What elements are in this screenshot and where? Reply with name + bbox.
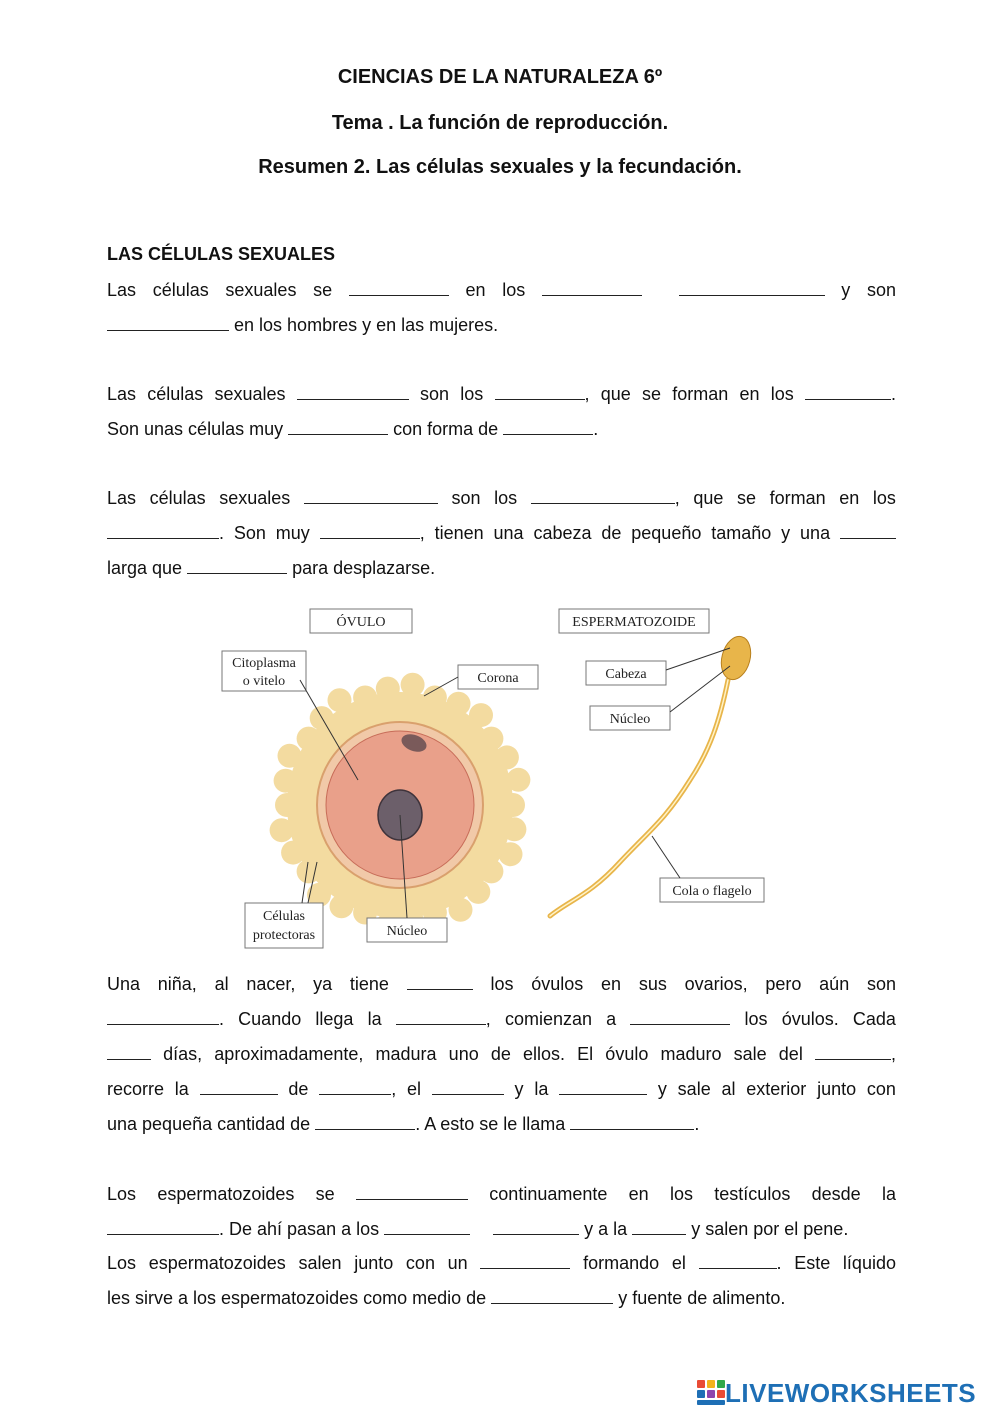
blank-input[interactable] xyxy=(356,1183,468,1200)
blank-input[interactable] xyxy=(315,1113,415,1130)
worksheet-summary: Resumen 2. Las células sexuales y la fecundación. xyxy=(258,156,742,178)
label-nucleo-esperma: Núcleo xyxy=(609,712,651,727)
blank-input[interactable] xyxy=(288,418,388,435)
p4-line4: recorre la de , el y la y sale al exterior junto con xyxy=(107,1079,896,1099)
label-celulas-2: protectoras xyxy=(252,928,316,943)
blank-input[interactable] xyxy=(815,1043,891,1060)
logo-text: LIVEWORKSHEETS xyxy=(725,1377,977,1408)
blank-input[interactable] xyxy=(187,557,287,574)
espermatozoide-title: ESPERMATOZOIDE xyxy=(572,615,696,630)
blank-input[interactable] xyxy=(840,522,896,539)
label-citoplasma-2: o vitelo xyxy=(242,674,286,689)
label-cabeza: Cabeza xyxy=(605,667,647,682)
blank-input[interactable] xyxy=(630,1008,730,1025)
cells-diagram xyxy=(210,600,790,952)
blank-input[interactable] xyxy=(396,1008,486,1025)
p1-line1: Las células sexuales se en los y son xyxy=(107,280,896,300)
blank-input[interactable] xyxy=(107,1043,151,1060)
blank-input[interactable] xyxy=(107,314,229,331)
label-nucleo-ovulo: Núcleo xyxy=(386,924,428,939)
blank-input[interactable] xyxy=(107,1218,219,1235)
blank-input[interactable] xyxy=(349,279,449,296)
label-celulas-1: Células xyxy=(263,909,305,924)
blank-input[interactable] xyxy=(384,1218,470,1235)
p4-line3: días, aproximadamente, madura uno de ellos. El óvulo maduro sale del , xyxy=(107,1043,896,1065)
p4-line5: una pequeña cantidad de . A esto se le llama . xyxy=(107,1114,700,1134)
p4-line1: Una niña, al nacer, ya tiene los óvulos en sus ovarios, pero aún son xyxy=(107,974,896,994)
blank-input[interactable] xyxy=(297,383,409,400)
blank-input[interactable] xyxy=(503,418,593,435)
worksheet-title: CIENCIAS DE LA NATURALEZA 6º xyxy=(337,66,663,88)
blank-input[interactable] xyxy=(493,1218,579,1235)
blank-input[interactable] xyxy=(531,487,675,504)
blank-input[interactable] xyxy=(491,1287,613,1304)
section-title: LAS CÉLULAS SEXUALES xyxy=(107,244,336,264)
blank-input[interactable] xyxy=(320,522,420,539)
blank-input[interactable] xyxy=(200,1078,278,1095)
p5-line4: les sirve a los espermatozoides como medio de y fuente de alimento. xyxy=(107,1288,786,1308)
ovulo-title: ÓVULO xyxy=(336,615,386,630)
label-cola: Cola o flagelo xyxy=(672,884,752,899)
label-citoplasma-1: Citoplasma xyxy=(232,656,296,671)
p5-line2: . De ahí pasan a los y a la y salen por el pene. xyxy=(107,1218,902,1240)
blank-input[interactable] xyxy=(304,487,438,504)
blank-input[interactable] xyxy=(319,1078,391,1095)
p3-line3: larga que para desplazarse. xyxy=(107,558,436,578)
p4-line2: . Cuando llega la , comienzan a los óvulos. Cada xyxy=(107,1008,896,1030)
logo-icon xyxy=(697,1380,725,1406)
blank-input[interactable] xyxy=(407,973,473,990)
p1-line2: en los hombres y en las mujeres. xyxy=(107,314,498,336)
p3-line1: Las células sexuales son los , que se forman en los xyxy=(107,488,896,508)
blank-input[interactable] xyxy=(495,383,585,400)
blank-input[interactable] xyxy=(480,1252,570,1269)
p3-line2: . Son muy , tienen una cabeza de pequeño tamaño y una xyxy=(107,522,896,544)
blank-input[interactable] xyxy=(632,1218,686,1235)
p2-line1: Las células sexuales son los , que se forman en los . xyxy=(107,384,896,404)
sperm-head xyxy=(717,633,755,683)
blank-input[interactable] xyxy=(570,1113,694,1130)
blank-input[interactable] xyxy=(805,383,891,400)
blank-input[interactable] xyxy=(542,279,642,296)
label-corona: Corona xyxy=(477,671,519,686)
blank-input[interactable] xyxy=(679,279,825,296)
blank-input[interactable] xyxy=(559,1078,647,1095)
p5-line3: Los espermatozoides salen junto con un formando el . Este líquido xyxy=(107,1253,896,1273)
blank-input[interactable] xyxy=(699,1252,777,1269)
p5-line1: Los espermatozoides se continuamente en los testículos desde la xyxy=(107,1184,896,1204)
worksheet-topic: Tema . La función de reproducción. xyxy=(331,112,669,134)
liveworksheets-logo xyxy=(697,1378,976,1408)
blank-input[interactable] xyxy=(107,1008,219,1025)
p2-line2: Son unas células muy con forma de . xyxy=(107,419,599,439)
blank-input[interactable] xyxy=(432,1078,504,1095)
blank-input[interactable] xyxy=(107,522,219,539)
